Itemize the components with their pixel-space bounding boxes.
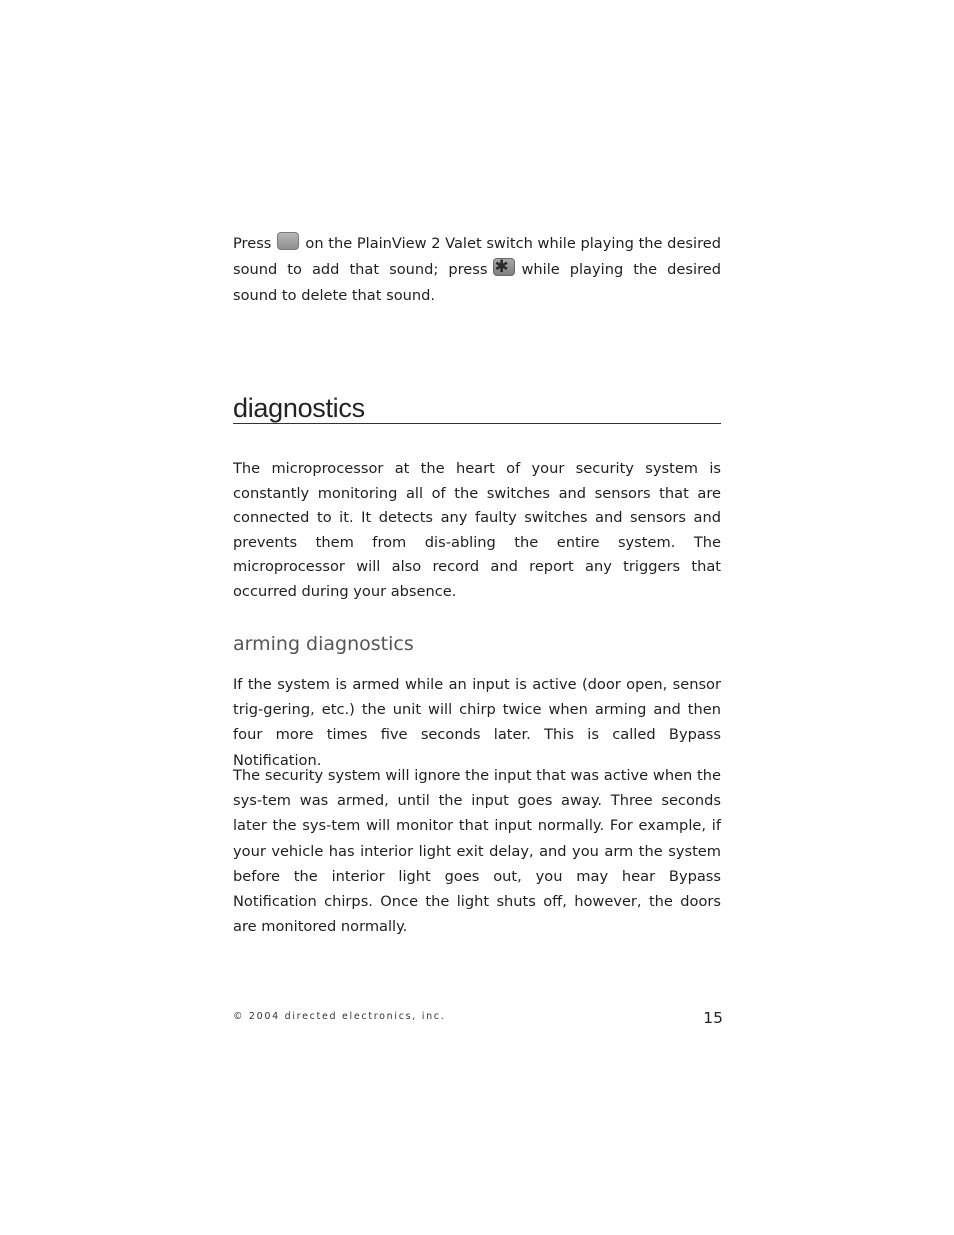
page-number: 15 [703, 1009, 723, 1027]
star-glyph: ✱ [494, 257, 509, 277]
section-heading-diagnostics: diagnostics [233, 393, 721, 424]
intro-text-2: on the PlainView 2 Valet switch while playing the desired sound to add that sound; press [233, 235, 721, 278]
arming-paragraph-1: If the system is armed while an input is active (door open, sensor trig-gering, etc.) the unit will chirp twice when arming and then four more times five seconds later. This is called Bypass Notification. [233, 676, 721, 769]
diagnostics-paragraph: The microprocessor at the heart of your security system is constantly monitoring all of the switches and sensors that are connected to it. It detects any faulty switches and sensors and prevents them from dis-abling the entire system. The microprocessor will also record and report any triggers that occurred during your absence. [233, 460, 721, 600]
intro-text-3: while playing the desired sound to delete that sound. [233, 261, 721, 304]
arming-paragraph-2: The security system will ignore the input that was active when the sys-tem was armed, until the input goes away. Three seconds later the sys-tem will monitor that input normally. For example, if your vehicle has interior light exit delay, and you arm the system before the interior light goes out, you may hear Bypass Notification chirps. Once the light shuts off, however, the doors are monitored normally. [233, 767, 721, 936]
footer-copyright: © 2004 directed electronics, inc. [233, 1011, 446, 1022]
intro-text-1: Press [233, 235, 272, 252]
valet-star-button-icon [493, 258, 515, 276]
subheading-arming-diagnostics: arming diagnostics [233, 633, 414, 655]
intro-paragraph [233, 231, 721, 309]
valet-plain-button-icon [277, 232, 299, 250]
